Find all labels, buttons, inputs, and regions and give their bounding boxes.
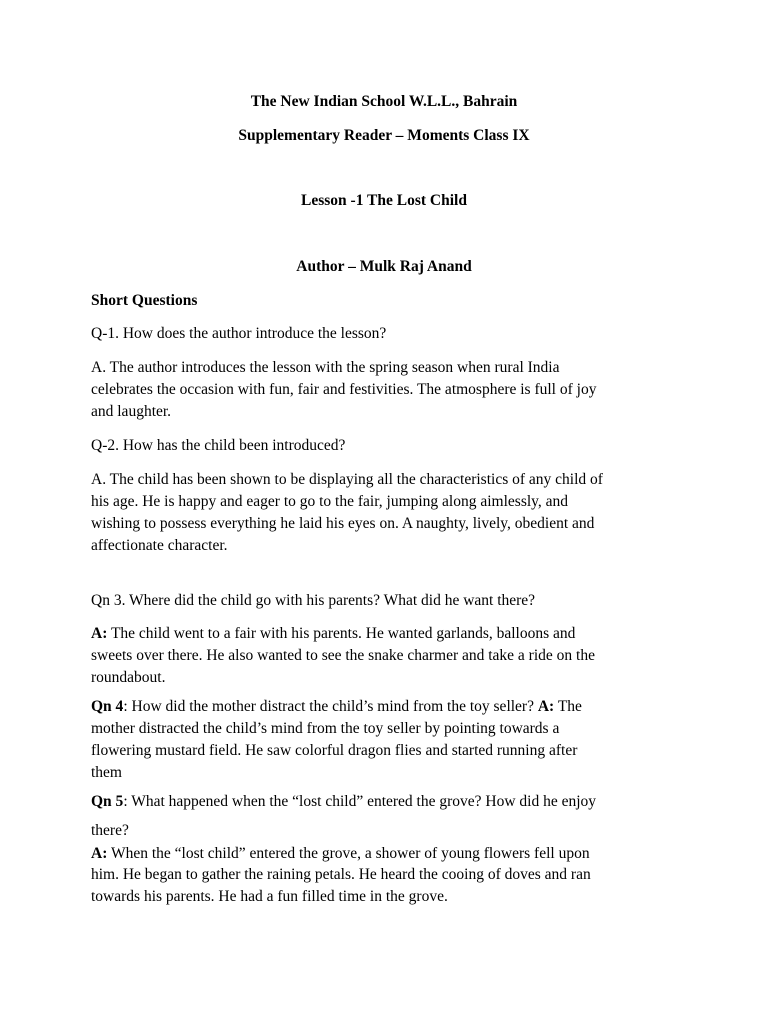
author-line: Author – Mulk Raj Anand [296, 258, 472, 275]
answer-1-line-3: and laughter. [91, 403, 172, 420]
answer-2-line-1: A. The child has been shown to be displaying all the characteristics of any child of [91, 471, 603, 488]
answer-2-line-3: wishing to possess everything he laid his eyes on. A naughty, lively, obedient and [91, 515, 595, 532]
answer-5-label: A: [91, 845, 108, 862]
section-title: Short Questions [91, 292, 198, 309]
question-5-cont: there? [91, 822, 129, 839]
school-name: The New Indian School W.L.L., Bahrain [250, 93, 518, 110]
answer-5-line-1 [91, 843, 691, 865]
lesson-title: Lesson -1 The Lost Child [301, 192, 467, 209]
answer-3-line-2: sweets over there. He also wanted to see the snake charmer and take a ride on the [91, 647, 595, 664]
answer-2-line-4: affectionate character. [91, 537, 228, 554]
answer-2-line-2: his age. He is happy and eager to go to the fair, jumping along aimlessly, and [91, 493, 569, 510]
question-5-text: : What happened when the “lost child” entered the grove? How did he enjoy [123, 793, 597, 810]
reader-title: Supplementary Reader – Moments Class IX [238, 127, 530, 144]
answer-3-text-1: The child went to a fair with his parents. He wanted garlands, balloons and [107, 625, 576, 642]
question-4-label: Qn 4 [91, 698, 124, 715]
answer-1-line-1: A. The author introduces the lesson with the spring season when rural India [91, 359, 560, 376]
answer-4-line-3: them [91, 764, 122, 781]
answer-3-label: A: [91, 625, 108, 642]
answer-4-label: A: [537, 698, 555, 715]
question-5-label: Qn 5 [91, 793, 124, 810]
question-3: Qn 3. Where did the child go with his parents? What did he want there? [91, 592, 536, 609]
answer-5-line-3: towards his parents. He had a fun filled time in the grove. [91, 888, 448, 905]
answer-4-line-2: flowering mustard field. He saw colorful dragon flies and started running after [91, 742, 578, 759]
answer-3-line-1 [91, 623, 691, 645]
answer-4-first: The [554, 698, 582, 715]
question-5 [91, 791, 691, 813]
answer-5-text-1: When the “lost child” entered the grove, a shower of young flowers fell upon [107, 845, 590, 862]
question-4-text: : How did the mother distract the child’s mind from the toy seller? [123, 698, 534, 715]
answer-3-line-3: roundabout. [91, 669, 166, 686]
answer-1-line-2: celebrates the occasion with fun, fair and festivities. The atmosphere is full of joy [91, 381, 597, 398]
answer-4-line-1: mother distracted the child’s mind from the toy seller by pointing towards a [91, 720, 560, 737]
question-1: Q-1. How does the author introduce the lesson? [91, 325, 387, 342]
answer-5-line-2: him. He began to gather the raining petals. He heard the cooing of doves and ran [91, 866, 591, 883]
question-4 [91, 696, 691, 718]
question-2: Q-2. How has the child been introduced? [91, 437, 346, 454]
